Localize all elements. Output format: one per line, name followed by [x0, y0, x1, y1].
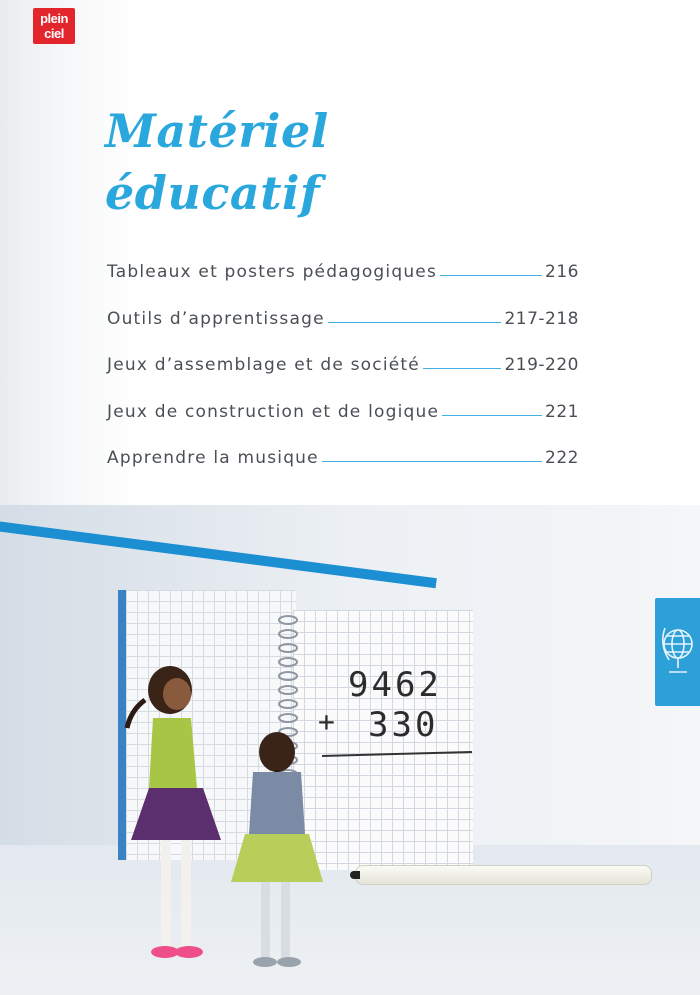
classroom-illustration	[0, 505, 700, 995]
toc-entry-pages: 219-220	[504, 355, 579, 375]
toc-leader-line	[322, 461, 542, 462]
toc-entry-label: Tableaux et posters pédagogiques	[107, 262, 438, 282]
toc-entry[interactable]	[107, 355, 579, 402]
page-title	[105, 100, 329, 224]
girl-right	[231, 732, 323, 967]
toc-entry[interactable]	[107, 448, 579, 495]
addend-top: 9462	[348, 665, 442, 705]
logo-line2: ciel	[44, 26, 64, 41]
children-figures	[105, 660, 335, 990]
toc-entry-pages: 216	[545, 262, 579, 282]
toc-entry-pages: 222	[545, 448, 579, 468]
plein-ciel-logo	[33, 8, 75, 44]
addend-bottom: 330	[368, 705, 439, 745]
toc-entry[interactable]	[107, 402, 579, 449]
toc-entry-label: Outils d’apprentissage	[107, 308, 325, 329]
toc-entry-pages: 217-218	[504, 308, 579, 329]
section-tab[interactable]	[655, 598, 700, 706]
toc-entry-label: Jeux de construction et de logique	[107, 401, 440, 422]
logo-line1: plein	[40, 11, 68, 26]
whiteboard-marker	[355, 865, 652, 885]
table-of-contents	[107, 262, 579, 495]
title-line2: éducatif	[105, 166, 321, 220]
toc-leader-line	[423, 368, 502, 369]
toc-entry-label: Apprendre la musique	[107, 448, 319, 468]
toc-leader-line	[328, 322, 502, 323]
globe-icon	[661, 618, 695, 688]
toc-entry[interactable]	[107, 309, 579, 356]
title-line1: Matériel	[105, 104, 329, 158]
toc-leader-line	[440, 275, 542, 276]
toc-entry[interactable]	[107, 262, 579, 309]
girl-left	[127, 666, 221, 958]
toc-entry-label: Jeux d’assemblage et de société	[107, 355, 420, 375]
plus-sign: +	[318, 705, 335, 738]
toc-entry-pages: 221	[545, 401, 579, 422]
toc-leader-line	[442, 415, 542, 416]
